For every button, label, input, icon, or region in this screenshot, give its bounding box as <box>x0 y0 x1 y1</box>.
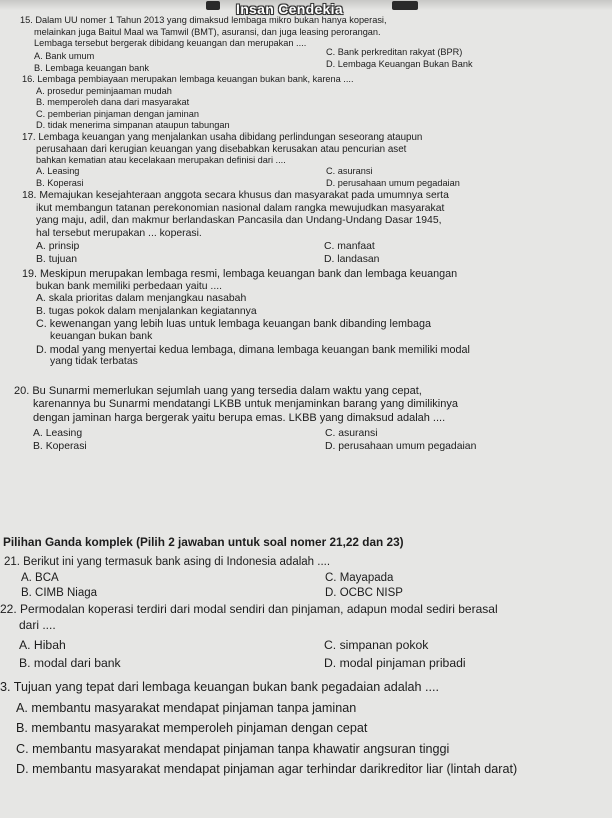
option-c: C. kewenangan yang lebih luas untuk lembaga keuangan bank dibanding lembaga <box>36 318 431 331</box>
question-20 <box>14 385 458 425</box>
question-line: 18. Memajukan kesejahteraan anggota secara khusus dan masyarakat pada umumnya serta <box>22 190 449 201</box>
question-line: 16. Lembaga pembiayaan merupakan lembaga keuangan bukan bank, karena .... <box>22 74 354 84</box>
option-a: A. prosedur peminjaaman mudah <box>36 85 172 96</box>
option-a: A. BCA <box>21 572 59 584</box>
question-21 <box>4 555 330 570</box>
question-line: 15. Dalam UU nomer 1 Tahun 2013 yang dimaksud lembaga mikro bukan hanya koperasi, <box>20 15 387 25</box>
question-line: perusahaan dari kerugian keuangan yang disebabkan kerusakan atau pencurian aset <box>36 143 407 155</box>
question-23 <box>0 677 517 780</box>
question-line: bukan bank memiliki perbedaan yaitu .... <box>36 280 222 292</box>
option-d: D. perusahaan umum pegadaian <box>326 178 460 188</box>
option-d: D. perusahaan umum pegadaian <box>325 441 477 452</box>
question-15 <box>20 15 387 50</box>
question-22 <box>0 601 498 633</box>
option-c-continued: keuangan bukan bank <box>50 330 153 342</box>
play-icon <box>206 1 220 10</box>
option-a: A. Bank umum <box>34 51 95 61</box>
option-b: B. CIMB Niaga <box>21 587 98 599</box>
question-line: hal tersebut merupakan ... koperasi. <box>36 227 202 239</box>
question-line: 20. Bu Sunarmi memerlukan sejumlah uang yang tersedia dalam waktu yang cepat, <box>14 385 422 397</box>
option-c: C. membantu masyarakat mendapat pinjaman tanpa khawatir angsuran tinggi <box>16 741 450 756</box>
question-line: yang maju, adil, dan makmur berlandaskan Pancasila dan Undang-Undang Dasar 1945, <box>36 215 442 227</box>
question-line: 3. Tujuan yang tepat dari lembaga keuangan bukan bank pegadaian adalah .... <box>0 680 440 694</box>
question-19 <box>22 268 470 369</box>
option-c: C. simpanan pokok <box>324 638 429 652</box>
option-a: A. membantu masyarakat mendapat pinjaman tanpa jaminan <box>16 700 357 715</box>
option-d: D. tidak menerima simpanan ataupun tabungan <box>36 120 230 130</box>
question-line: 21. Berikut ini yang termasuk bank asing di Indonesia adalah .... <box>4 556 331 568</box>
option-d: D. OCBC NISP <box>325 587 403 599</box>
option-c: C. Bank perkreditan rakyat (BPR) <box>326 47 463 57</box>
option-c: C. asuransi <box>325 428 378 439</box>
option-a: A. skala prioritas dalam menjangkau nasabah <box>36 293 247 305</box>
option-b: B. Lembaga keuangan bank <box>34 63 149 73</box>
option-b: B. tujuan <box>36 254 78 265</box>
option-a: A. Leasing <box>36 166 80 176</box>
question-line: Lembaga tersebut bergerak dibidang keuangan dan merupakan .... <box>34 38 307 48</box>
option-c: C. asuransi <box>326 166 373 176</box>
question-line: 19. Meskipun merupakan lembaga resmi, lembaga keuangan bank dan lembaga keuangan <box>22 268 458 280</box>
question-line: bahkan kematian atau kecelakaan merupakan definisi dari .... <box>36 155 286 165</box>
question-18 <box>22 190 449 240</box>
question-16 <box>22 74 354 132</box>
option-d: D. landasan <box>324 254 380 265</box>
option-d: D. modal pinjaman pribadi <box>324 656 466 670</box>
page-title: Insan Cendekia <box>236 1 343 17</box>
option-b: B. membantu masyarakat memperoleh pinjaman dengan cepat <box>16 721 368 735</box>
question-line: dengan jaminan harga bergerak yaitu berupa emas. LKBB yang dimaksud adalah .... <box>33 411 446 424</box>
option-c: C. manfaat <box>324 241 375 252</box>
option-b: B. Koperasi <box>33 441 87 452</box>
option-b: B. memperoleh dana dari masyarakat <box>36 97 190 107</box>
question-line: 22. Permodalan koperasi terdiri dari modal sendiri dan pinjaman, adapun modal sediri berasal <box>0 602 498 616</box>
question-line: melainkan juga Baitul Maal wa Tamwil (BMT), asuransi, dan juga leasing perorangan. <box>34 26 381 37</box>
question-line: dari .... <box>19 618 56 632</box>
option-a: A. prinsip <box>36 241 80 252</box>
question-line: karenannya bu Sunarmi mendatangi LKBB untuk menjaminkan barang yang dimilikinya <box>33 398 458 411</box>
option-c: C. pemberian pinjaman dengan jaminan <box>36 108 199 119</box>
option-d: D. Lembaga Keuangan Bukan Bank <box>326 59 473 69</box>
option-c: C. Mayapada <box>325 572 394 584</box>
question-17 <box>22 132 422 167</box>
question-line: 17. Lembaga keuangan yang menjalankan usaha dibidang perlindungan seseorang ataupun <box>22 132 423 143</box>
logo-icon <box>392 1 418 10</box>
option-b: B. tugas pokok dalam menjalankan kegiatannya <box>36 305 257 317</box>
option-b: B. modal dari bank <box>19 656 121 670</box>
question-line: ikut membangun tatanan perekonomian nasional dalam rangka mewujudkan masyarakat <box>36 202 445 214</box>
section-heading: Pilihan Ganda komplek (Pilih 2 jawaban untuk soal nomer 21,22 dan 23) <box>3 535 404 549</box>
option-d: D. membantu masyarakat mendapat pinjaman agar terhindar darikreditor liar (lintah darat) <box>16 762 518 776</box>
option-a: A. Hibah <box>19 638 66 652</box>
option-b: B. Koperasi <box>36 178 84 188</box>
option-d: D. modal yang menyertai kedua lembaga, dimana lembaga keuangan bank memiliki modal <box>36 343 470 356</box>
option-a: A. Leasing <box>33 428 83 439</box>
option-d-continued: yang tidak terbatas <box>50 356 138 368</box>
